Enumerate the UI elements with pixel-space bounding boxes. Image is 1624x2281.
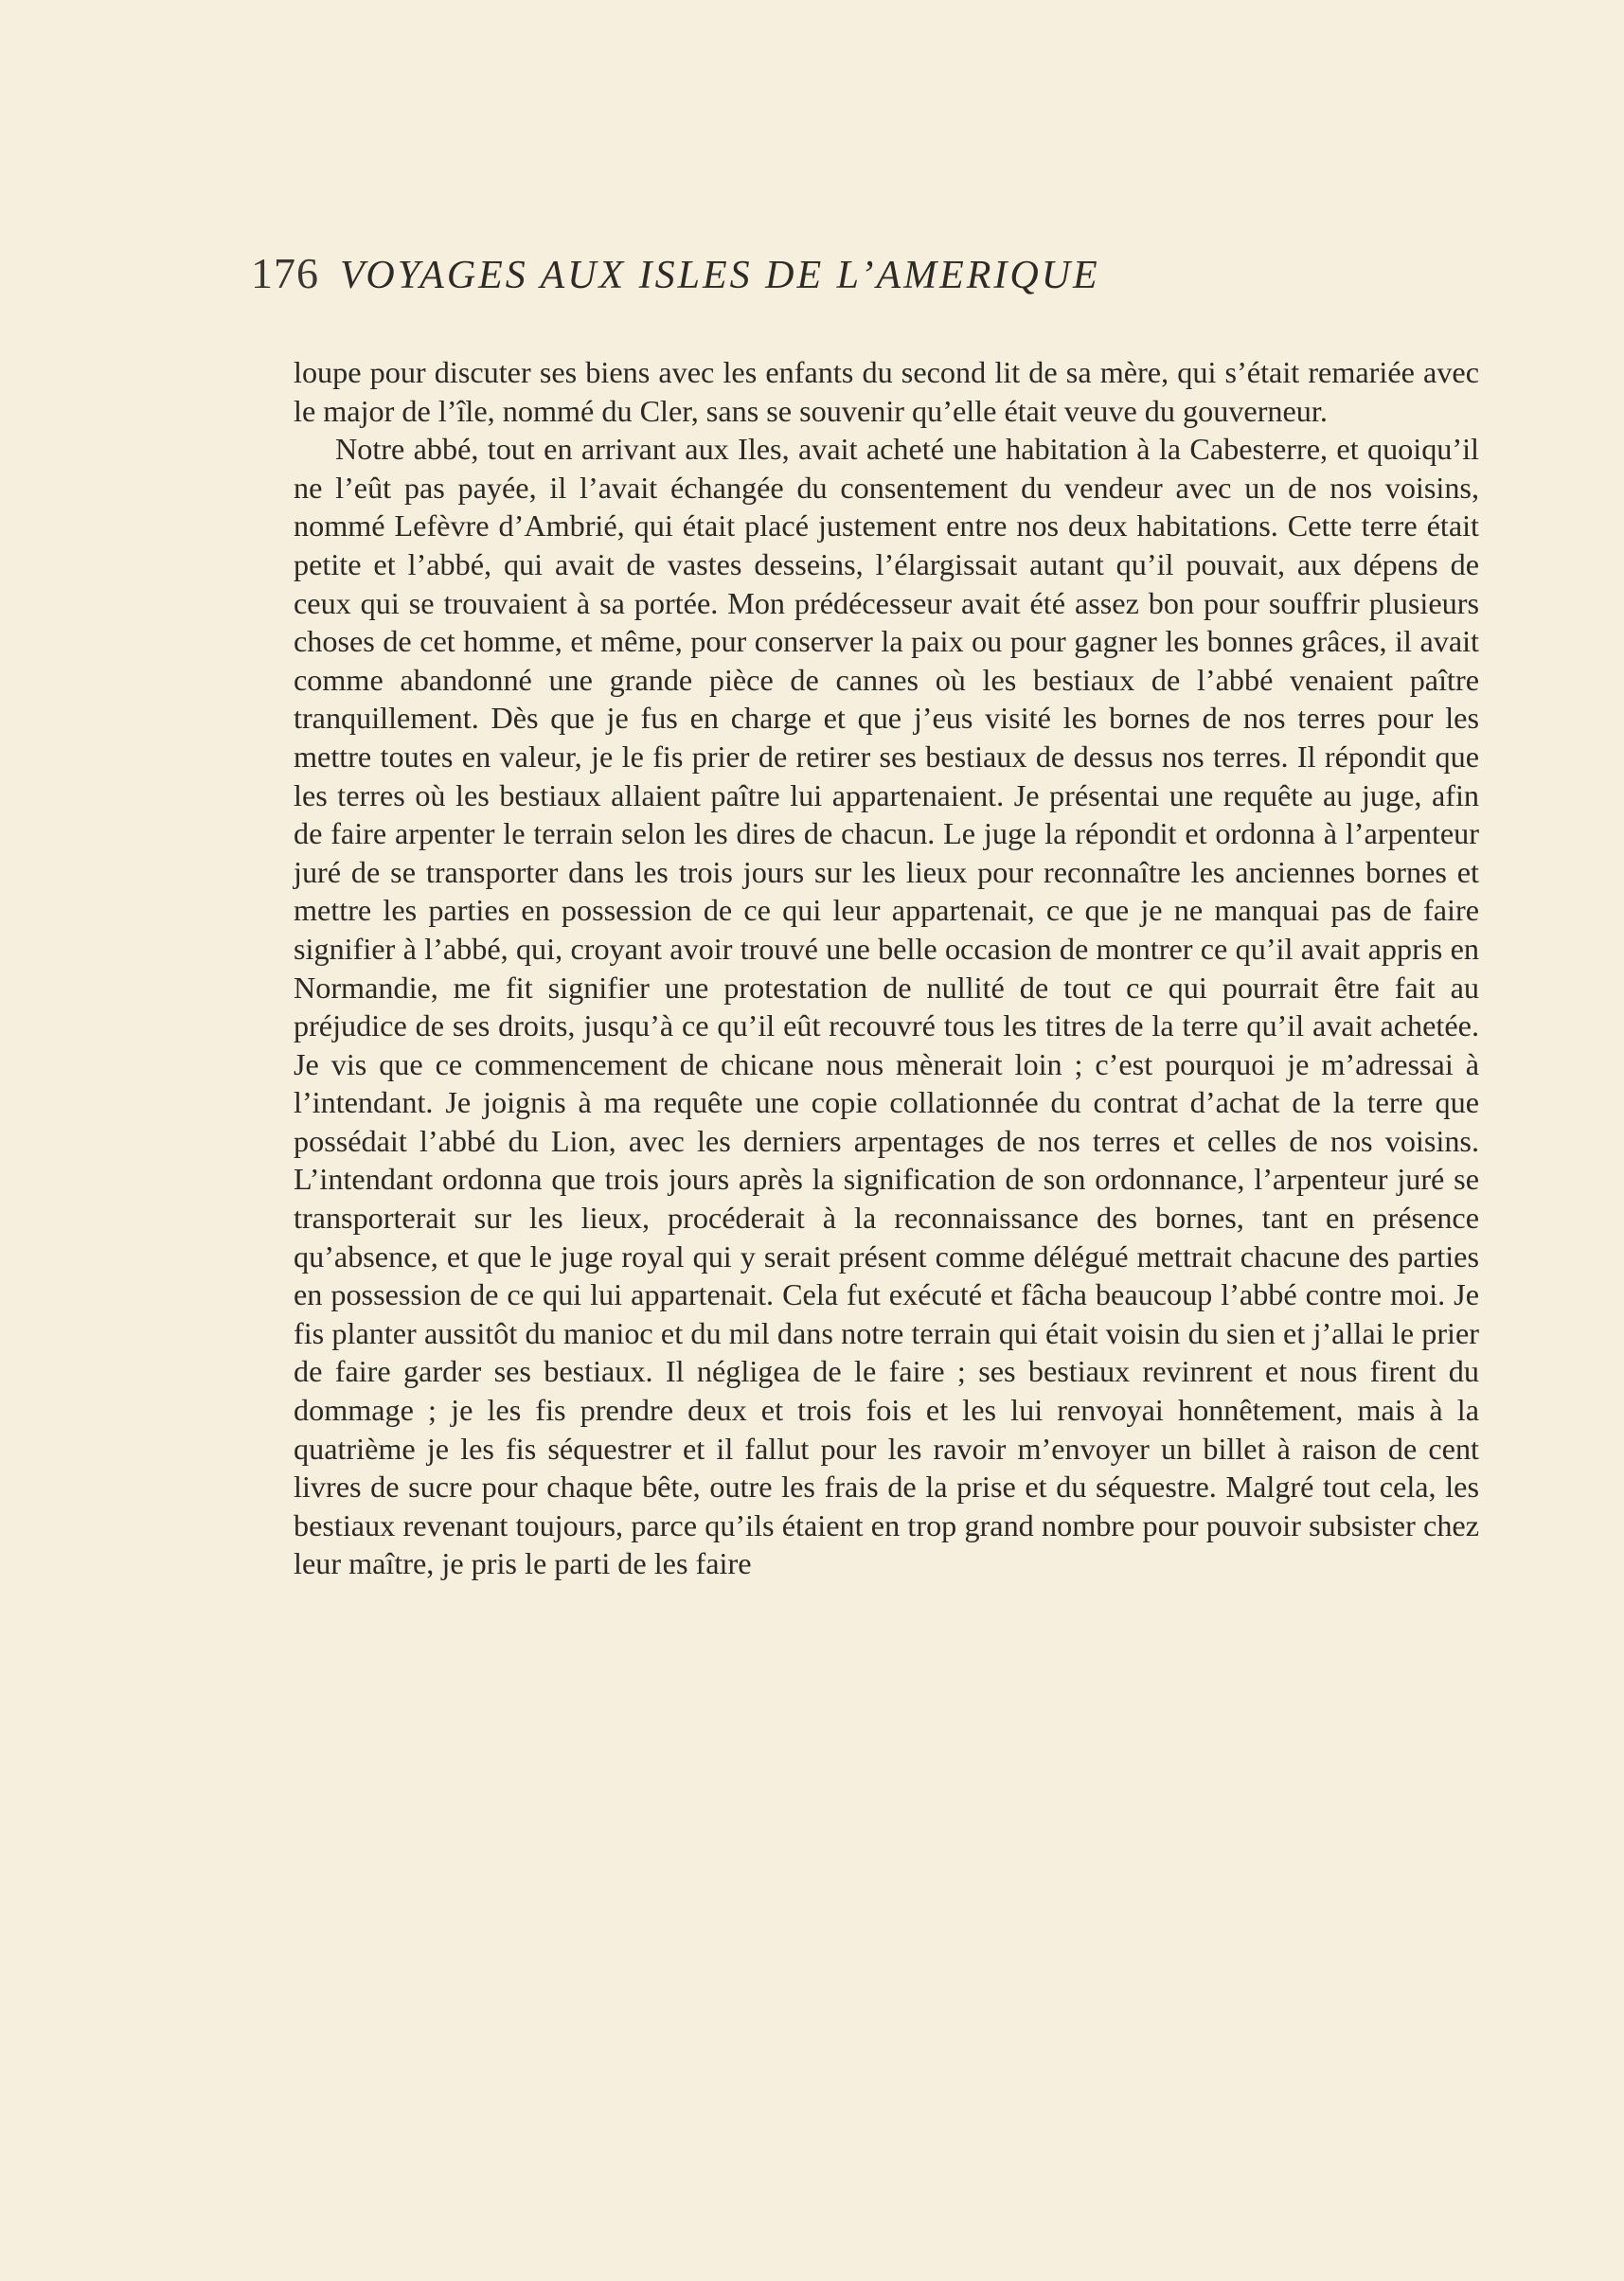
paragraph-continued: loupe pour discuter ses biens avec les enfants du second lit de sa mère, qui s’était remariée avec le major de l’île, nommé du Cler, sans se souvenir qu’elle était veuve du gouverneur. — [294, 355, 1479, 428]
running-title: VOYAGES AUX ISLES DE L’AMERIQUE — [340, 254, 1100, 297]
page-header — [251, 248, 1482, 305]
body-text — [294, 353, 1479, 1583]
paragraph: Notre abbé, tout en arrivant aux Iles, avait acheté une habitation à la Cabesterre, et quoiqu’il ne l’eût pas payée, il l’avait échangée du consentement du vendeur avec un de nos voisins, nommé Lefèvre d’Ambrié, qui était placé justement entre nos deux habitations. Cette terre était petite et l’abbé, qui avait de vastes desseins, l’élargissait autant qu’il pouvait, aux dépens de ceux qui se trouvaient à sa portée. Mon prédécesseur avait été assez bon pour souffrir plusieurs choses de cet homme, et même, pour conserver la paix ou pour gagner les bonnes grâces, il avait comme abandonné une grande pièce de cannes où les bestiaux de l’abbé venaient paître tranquillement. Dès que je fus en charge et que j’eus visité les bornes de nos terres pour les mettre toutes en valeur, je le fis prier de retirer ses bestiaux de dessus nos terres. Il répondit que les terres où les bestiaux allaient paître lui appartenaient. Je présentai une requête au juge, afin de faire arpenter le terrain selon les dires de chacun. Le juge la répondit et ordonna à l’arpenteur juré de se transporter dans les trois jours sur les lieux pour reconnaître les anciennes bornes et mettre les parties en possession de ce qui leur appartenait, ce que je ne manquai pas de faire signifier à l’abbé, qui, croyant avoir trouvé une belle occasion de montrer ce qu’il avait appris en Normandie, me fit signifier une protestation de nullité de tout ce qui pourrait être fait au préjudice de ses droits, jusqu’à ce qu’il eût recouvré tous les titres de la terre qu’il avait achetée. Je vis que ce commencement de chicane nous mènerait loin ; c’est pourquoi je m’adressai à l’intendant. Je joignis à ma requête une copie collationnée du contrat d’achat de la terre que possédait l’abbé du Lion, avec les derniers arpentages de nos terres et celles de nos voisins. L’intendant ordonna que trois jours après la signification de son ordonnance, l’arpenteur juré se transporterait sur les lieux, procéderait à la reconnaissance des bornes, tant en présence qu’absence, et que le juge royal qui y serait présent comme délégué mettrait chacune des parties en possession de ce qui lui appartenait. Cela fut exécuté et fâcha beaucoup l’abbé contre moi. Je fis planter aussitôt du manioc et du mil dans notre terrain qui était voisin du sien et j’allai le prier de faire garder ses bestiaux. Il négligea de le faire ; ses bestiaux revinrent et nous firent du dommage ; je les fis prendre deux et trois fois et les lui renvoyai honnêtement, mais à la quatrième je les fis séquestrer et il fallut pour les ravoir m’envoyer un billet à raison de cent livres de sucre pour chaque bête, outre les frais de la prise et du séquestre. Malgré tout cela, les bestiaux revenant toujours, parce qu’ils étaient en trop grand nombre pour pouvoir subsister chez leur maître, je pris le parti de les faire — [294, 432, 1479, 1581]
page-number: 176 — [251, 249, 319, 297]
